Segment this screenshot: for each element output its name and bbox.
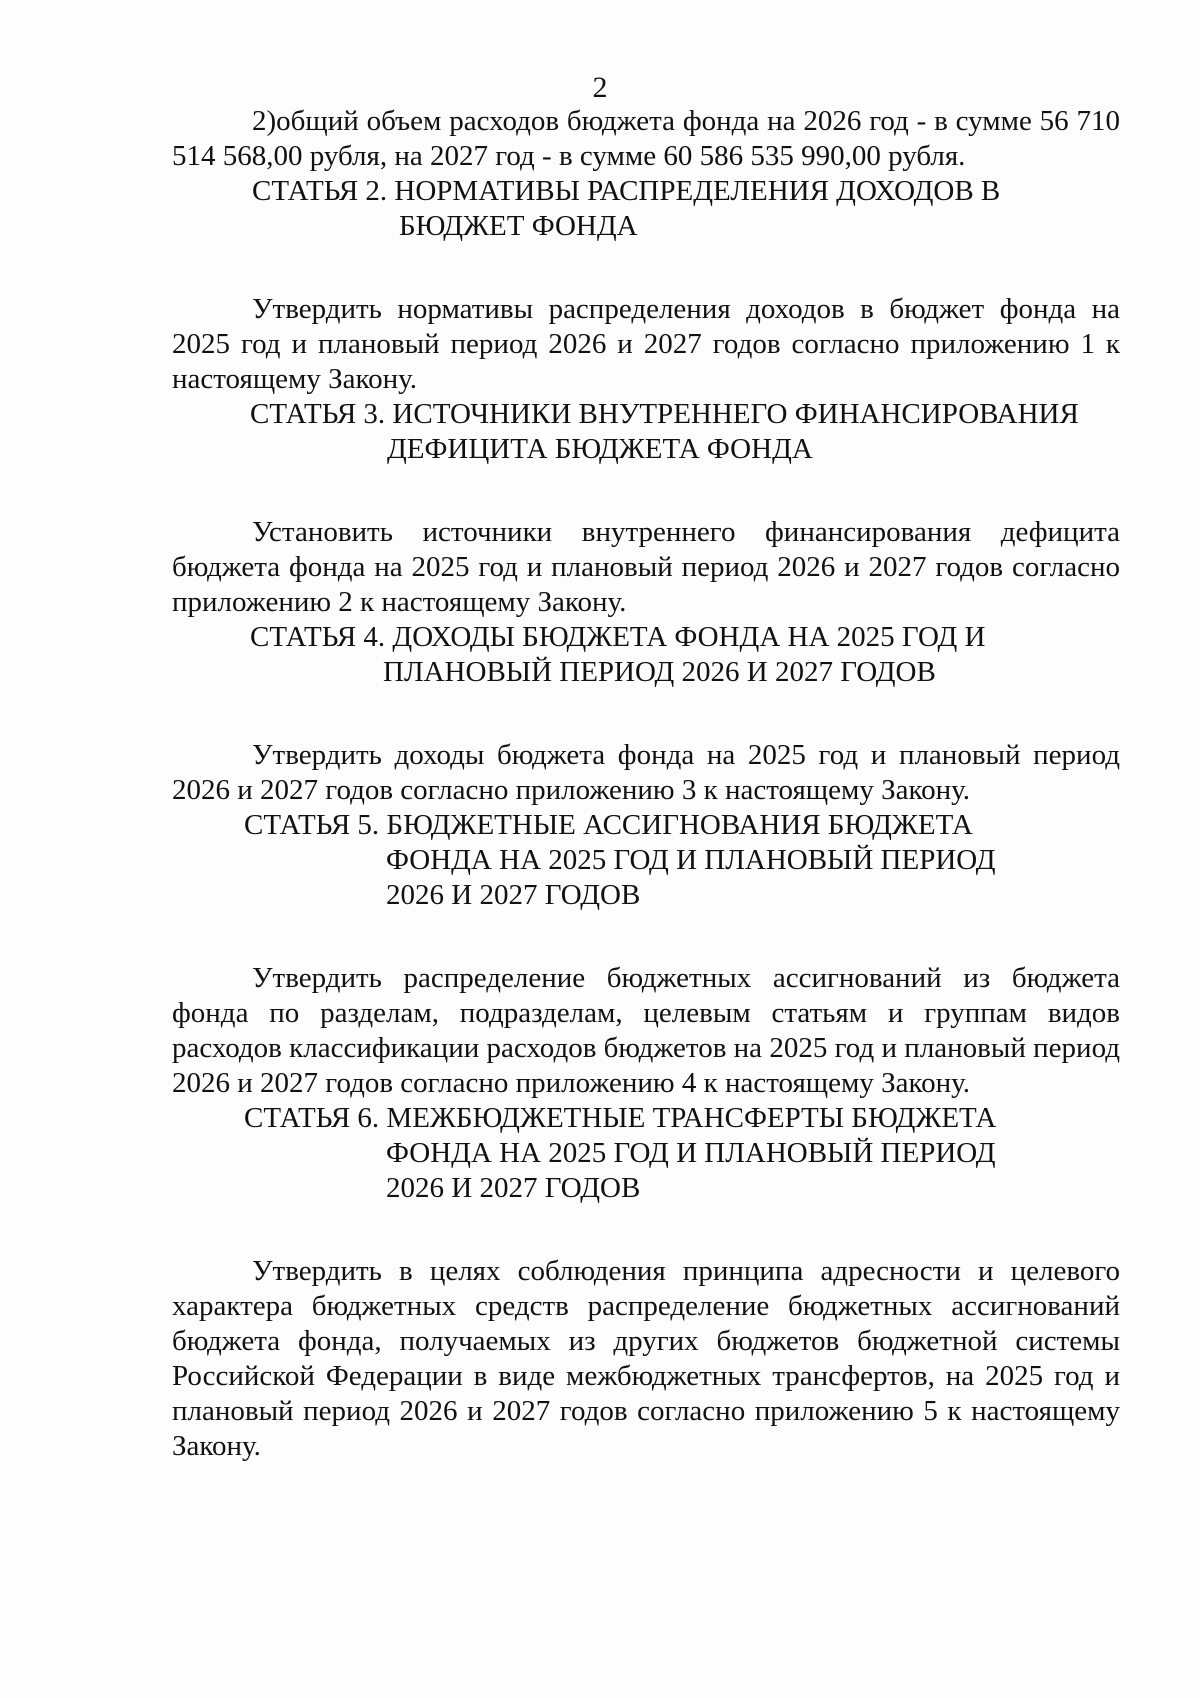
heading-line: 2026 И 2027 ГОДОВ bbox=[386, 879, 641, 911]
heading-line: ДЕФИЦИТА БЮДЖЕТА ФОНДА bbox=[387, 433, 813, 465]
article-2-text: Утвердить нормативы распределения доходов в бюджет фонда на 2025 год и плановый период 2026 и 2027 годов согласно приложению 1 к настоящему Закону. bbox=[172, 293, 1120, 395]
article-6-text: Утвердить в целях соблюдения принципа адресности и целевого характера бюджетных средств распределение бюджетных ассигнований бюджета фонда, получаемых из других бюджетов бюджетной системы Российской Федерации в виде межбюджетных трансфертов, на 2025 год и плановый период 2026 и 2027 годов согласно приложению 5 к настоящему Закону. bbox=[172, 1255, 1120, 1462]
heading-line: СТАТЬЯ 5. БЮДЖЕТНЫЕ АССИГНОВАНИЯ БЮДЖЕТА bbox=[244, 809, 973, 841]
heading-line: СТАТЬЯ 6. МЕЖБЮДЖЕТНЫЕ ТРАНСФЕРТЫ БЮДЖЕТА bbox=[244, 1102, 997, 1134]
heading-line: СТАТЬЯ 4. ДОХОДЫ БЮДЖЕТА ФОНДА НА 2025 ГОД И bbox=[250, 621, 986, 653]
article-5-text: Утвердить распределение бюджетных ассигнований из бюджета фонда по разделам, подразделам, целевым статьям и группам видов расходов классификации расходов бюджетов на 2025 год и плановый период 2026 и 2027 годов согласно приложению 4 к настоящему Закону. bbox=[172, 962, 1120, 1099]
heading-line: ФОНДА НА 2025 ГОД И ПЛАНОВЫЙ ПЕРИОД bbox=[386, 1137, 996, 1169]
page-number: 2 bbox=[592, 71, 608, 104]
article-5-heading bbox=[172, 808, 1120, 913]
heading-line: ФОНДА НА 2025 ГОД И ПЛАНОВЫЙ ПЕРИОД bbox=[386, 844, 996, 876]
article-3-heading bbox=[172, 397, 1120, 467]
heading-line: СТАТЬЯ 3. ИСТОЧНИКИ ВНУТРЕННЕГО ФИНАНСИРОВАНИЯ bbox=[250, 398, 1079, 430]
article-3-text: Установить источники внутреннего финансирования дефицита бюджета фонда на 2025 год и плановый период 2026 и 2027 годов согласно приложению 2 к настоящему Закону. bbox=[172, 516, 1120, 618]
document-body bbox=[172, 104, 1120, 1464]
heading-line: СТАТЬЯ 2. НОРМАТИВЫ РАСПРЕДЕЛЕНИЯ ДОХОДОВ В bbox=[252, 175, 1001, 207]
heading-line: ПЛАНОВЫЙ ПЕРИОД 2026 И 2027 ГОДОВ bbox=[383, 656, 936, 688]
heading-line: БЮДЖЕТ ФОНДА bbox=[399, 210, 638, 242]
heading-line: 2026 И 2027 ГОДОВ bbox=[386, 1172, 641, 1204]
article-4-heading bbox=[172, 620, 1120, 690]
article-4-text: Утвердить доходы бюджета фонда на 2025 год и плановый период 2026 и 2027 годов согласно приложению 3 к настоящему Закону. bbox=[172, 739, 1120, 806]
paragraph-expenses-total: 2)общий объем расходов бюджета фонда на 2026 год - в сумме 56 710 514 568,00 рубля, на 2027 год - в сумме 60 586 535 990,00 рубля. bbox=[172, 105, 1120, 172]
article-6-heading bbox=[172, 1101, 1120, 1206]
article-2-heading bbox=[172, 174, 1120, 244]
